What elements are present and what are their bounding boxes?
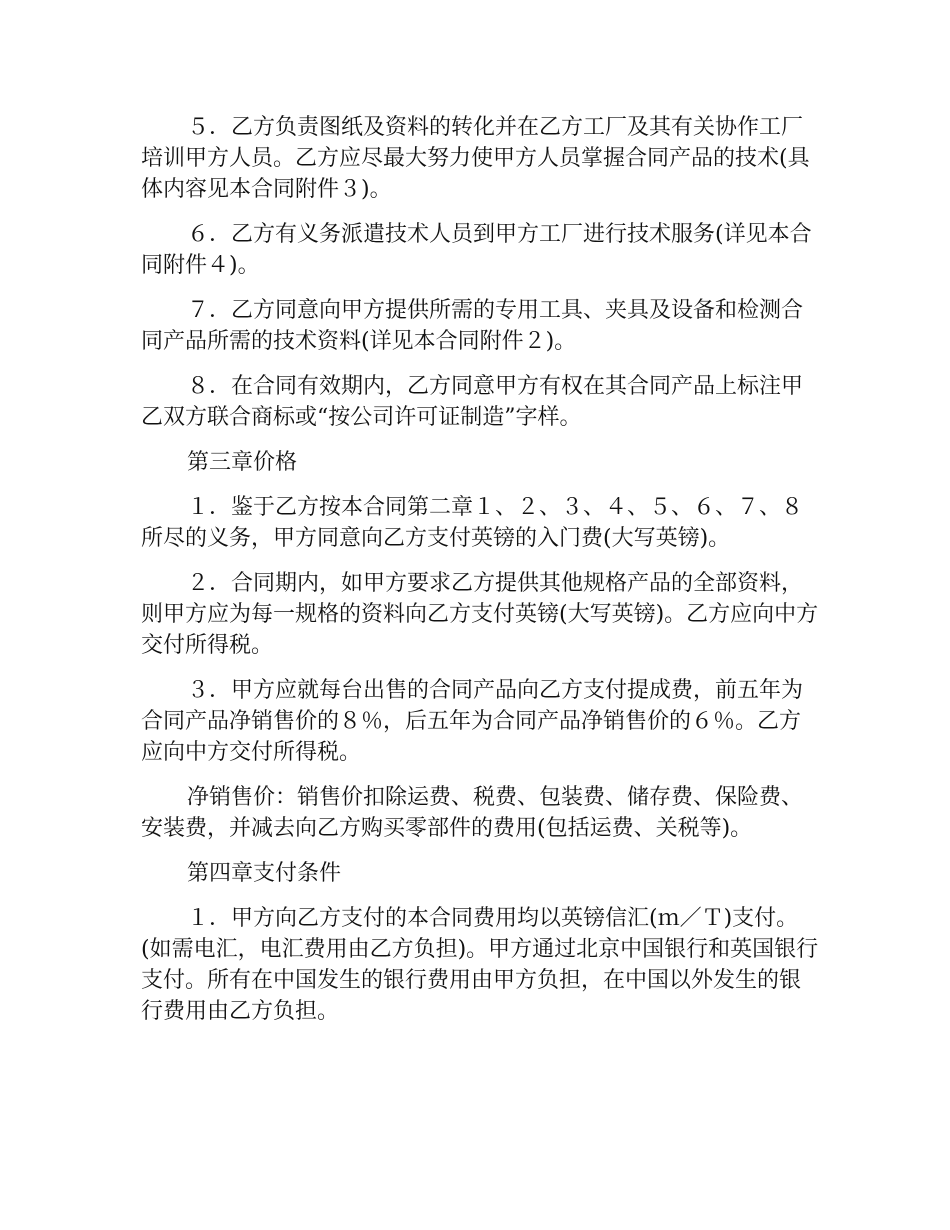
chapter-4-title: 第四章支付条件	[187, 861, 342, 886]
clause-8: ８．在合同有效期内，乙方同意甲方有权在其合同产品上标注甲乙双方联合商标或“按公司许可证制造”字样。	[141, 374, 804, 430]
clause-5: ５．乙方负责图纸及资料的转化并在乙方工厂及其有关协作工厂培训甲方人员。乙方应尽最大努力使甲方人员掌握合同产品的技术(具体内容见本合同附件３)。	[141, 115, 810, 202]
chapter-4-clause-1: １．甲方向乙方支付的本合同费用均以英镑信汇(ｍ／Ｔ)支付。(如需电汇，电汇费用由乙方负担)。甲方通过北京中国银行和英国银行支付。所有在中国发生的银行费用由甲方负担，在中国以外发生的银行费用由乙方负担。	[141, 906, 819, 1024]
clause-7: ７．乙方同意向甲方提供所需的专用工具、夹具及设备和检测合同产品所需的技术资料(详见本合同附件２)。	[141, 298, 804, 354]
chapter-3-clause-3: ３．甲方应就每台出售的合同产品向乙方支付提成费，前五年为合同产品净销售价的８％，后五年为合同产品净销售价的６％。乙方应向中方交付所得税。	[141, 678, 804, 765]
chapter-3-clause-1: １．鉴于乙方按本合同第二章１、２、３、４、５、６、７、８所尽的义务，甲方同意向乙方支付英镑的入门费(大写英镑)。	[141, 495, 804, 551]
net-sales-price-definition: 净销售价：销售价扣除运费、税费、包装费、储存费、保险费、安装费，并减去向乙方购买零部件的费用(包括运费、关税等)。	[141, 785, 804, 841]
document-body	[141, 112, 821, 1041]
chapter-3-title: 第三章价格	[187, 450, 298, 475]
chapter-3-clause-2: ２．合同期内，如甲方要求乙方提供其他规格产品的全部资料，则甲方应为每一规格的资料向乙方支付英镑(大写英镑)。乙方应向中方交付所得税。	[141, 571, 819, 658]
clause-6: ６．乙方有义务派遣技术人员到甲方工厂进行技术服务(详见本合同附件４)。	[141, 222, 812, 278]
